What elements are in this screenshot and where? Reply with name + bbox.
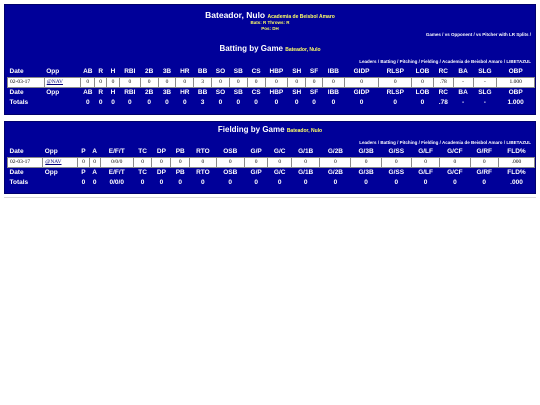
link-fielding[interactable]: Fielding [421, 59, 439, 64]
cell-lob: 0 [412, 77, 434, 87]
col-gp-repeat: G/P [250, 168, 262, 176]
totals-label: Totals [9, 99, 29, 106]
link-pitching[interactable]: Pitching [399, 59, 418, 64]
col-ab-repeat: AB [83, 88, 93, 96]
batting-title-player: Bateador, Nulo [285, 47, 321, 53]
link-fielding[interactable]: Fielding [421, 140, 439, 145]
cell-cs: 0 [247, 77, 265, 87]
col-opp-repeat: Opp [44, 168, 58, 176]
cell-g3b: 0 [351, 157, 381, 167]
col-date: Date [9, 68, 24, 76]
cell-opp-link[interactable]: @NAV [44, 77, 81, 87]
col-grf-repeat: G/RF [476, 168, 492, 176]
cell-dp: 0 [152, 157, 171, 167]
totals-rto: 0 [201, 179, 205, 186]
col-eft-repeat: E/F/T [108, 168, 125, 176]
col-rbi: RBI [124, 68, 136, 76]
col-sh-repeat: SH [292, 88, 302, 96]
link-vs-pitcher[interactable]: vs Pitcher with LR Splits [475, 32, 529, 37]
batting-links: Leaders / Batting / Pitching / Fielding / Academia de Beisbol Amaro / LIBETAZUL [359, 59, 531, 64]
col-rlsp: RLSP [386, 68, 404, 76]
col-g1b: G/1B [298, 148, 314, 156]
cell-bb: 3 [194, 77, 212, 87]
col-3b-repeat: 3B [162, 88, 172, 96]
col-hr: HR [180, 68, 190, 76]
cell-rlsp: 0 [379, 77, 412, 87]
cell-eft: 0/0/0 [100, 157, 133, 167]
batting-header-row [8, 67, 535, 77]
col-tc: TC [138, 148, 147, 156]
col-opp: Opp [44, 148, 58, 156]
col-obp-repeat: OBP [508, 88, 523, 96]
link-batting[interactable]: Batting [380, 140, 396, 145]
col-eft: E/F/T [108, 148, 125, 156]
fielding-repeat-header-row [8, 167, 535, 177]
col-so: SO [215, 68, 226, 76]
totals-rc: .78 [438, 99, 448, 106]
totals-label: Totals [9, 179, 29, 186]
col-slg-repeat: SLG [478, 88, 492, 96]
table-row [8, 77, 535, 87]
cell-tc: 0 [133, 157, 152, 167]
totals-gcf: 0 [453, 179, 457, 186]
col-rto-repeat: RTO [196, 168, 210, 176]
col-g3b-repeat: G/3B [358, 168, 374, 176]
totals-ba: - [462, 99, 465, 106]
cell-fld: .000 [498, 157, 534, 167]
cell-g2b: 0 [320, 157, 351, 167]
totals-sh: 0 [294, 99, 299, 106]
totals-row [8, 97, 535, 108]
totals-rbi: 0 [128, 99, 132, 106]
col-hbp: HBP [269, 68, 284, 76]
col-hbp-repeat: HBP [269, 88, 284, 96]
cell-date: 02-03-17 [8, 77, 45, 87]
col-slg: SLG [478, 68, 492, 76]
cell-ibb: 0 [322, 77, 344, 87]
col-ba-repeat: BA [458, 88, 468, 96]
cell-a: 0 [89, 157, 100, 167]
col-so-repeat: SO [215, 88, 226, 96]
player-nav-links: Games / vs Opponent / vs Pitcher with LR Splits / [425, 32, 531, 37]
col-lob-repeat: LOB [415, 88, 430, 96]
col-r: R [98, 68, 104, 76]
batting-repeat-header-row [8, 87, 535, 97]
totals-g3b: 0 [364, 179, 368, 186]
cell-obp: 1.000 [497, 77, 535, 87]
cell-3b: 0 [158, 77, 176, 87]
col-gc-repeat: G/C [273, 168, 286, 176]
cell-ba: - [453, 77, 473, 87]
player-heading [5, 10, 535, 20]
fielding-table [7, 147, 535, 188]
totals-osb: 0 [228, 179, 233, 186]
cell-gss: 0 [381, 157, 411, 167]
cell-glf: 0 [411, 157, 439, 167]
totals-so: 0 [218, 99, 223, 106]
col-lob: LOB [415, 68, 430, 76]
col-sf: SF [309, 68, 319, 76]
totals-2b: 0 [147, 99, 151, 106]
col-fld: FLD% [507, 148, 526, 156]
totals-sf: 0 [312, 99, 316, 106]
cell-rbi: 0 [119, 77, 140, 87]
player-header [5, 7, 535, 31]
totals-ab: 0 [85, 99, 90, 106]
cell-sh: 0 [288, 77, 306, 87]
col-g2b-repeat: G/2B [327, 168, 343, 176]
col-cs-repeat: CS [251, 88, 261, 96]
col-p-repeat: P [81, 168, 86, 176]
link-team[interactable]: Academia de Beisbol Amaro [441, 59, 503, 64]
totals-p: 0 [81, 179, 86, 186]
totals-hbp: 0 [274, 99, 279, 106]
cell-slg: - [473, 77, 497, 87]
col-rto: RTO [196, 148, 210, 156]
col-gss: G/SS [388, 148, 405, 156]
totals-ibb: 0 [331, 99, 336, 106]
col-osb-repeat: OSB [223, 168, 238, 176]
batting-title [5, 44, 535, 53]
col-grf: G/RF [476, 148, 492, 156]
totals-rlsp: 0 [393, 99, 398, 106]
link-league[interactable]: LIBETAZUL [506, 140, 531, 145]
link-team[interactable]: Academia de Beisbol Amaro [441, 140, 503, 145]
link-leaders[interactable]: Leaders [359, 140, 377, 145]
col-gcf-repeat: G/CF [447, 168, 463, 176]
link-league[interactable]: LIBETAZUL [506, 59, 531, 64]
col-a: A [92, 148, 97, 156]
totals-opp [43, 177, 78, 188]
cell-grf: 0 [470, 157, 498, 167]
cell-g1b: 0 [291, 157, 319, 167]
batting-table [7, 67, 535, 108]
cell-osb: 0 [216, 157, 244, 167]
col-h: H [110, 68, 116, 76]
col-bb: BB [197, 68, 208, 76]
col-glf: G/LF [418, 148, 433, 156]
batting-panel [4, 4, 536, 115]
col-rc: RC [438, 68, 448, 76]
cell-date: 02-03-17 [8, 157, 43, 167]
totals-eft: 0/0/0 [109, 179, 124, 186]
fielding-title [5, 125, 535, 134]
cell-2b: 0 [140, 77, 158, 87]
totals-gp: 0 [254, 179, 258, 186]
cell-sb: 0 [229, 77, 247, 87]
col-ibb: IBB [327, 68, 339, 76]
cell-gidp: 0 [344, 77, 379, 87]
totals-pb: 0 [178, 179, 183, 186]
col-pb-repeat: PB [175, 168, 185, 176]
totals-g1b: 0 [303, 179, 308, 186]
totals-dp: 0 [159, 179, 164, 186]
col-gss-repeat: G/SS [388, 168, 405, 176]
player-name: Bateador, Nulo [205, 10, 266, 20]
cell-rc: .78 [433, 77, 453, 87]
cell-h: 0 [107, 77, 120, 87]
col-gcf: G/CF [447, 148, 463, 156]
col-rbi-repeat: RBI [124, 88, 136, 96]
col-g1b-repeat: G/1B [298, 168, 314, 176]
col-gp: G/P [250, 148, 262, 156]
player-team[interactable]: Academia de Beisbol Amaro [267, 14, 335, 20]
cell-p: 0 [78, 157, 89, 167]
col-opp-repeat: Opp [46, 88, 60, 96]
totals-slg: - [483, 99, 486, 106]
cell-ab: 0 [81, 77, 95, 87]
col-hr-repeat: HR [180, 88, 190, 96]
totals-opp [44, 97, 81, 108]
totals-3b: 0 [165, 99, 169, 106]
col-dp-repeat: DP [156, 168, 166, 176]
col-sh: SH [292, 68, 302, 76]
cell-gc: 0 [268, 157, 292, 167]
totals-gc: 0 [277, 179, 282, 186]
col-ba: BA [458, 68, 468, 76]
table-row [8, 157, 535, 167]
totals-r: 0 [98, 99, 103, 106]
col-date-repeat: Date [9, 168, 24, 176]
col-ibb-repeat: IBB [327, 88, 339, 96]
link-leaders[interactable]: Leaders [359, 59, 377, 64]
totals-lob: 0 [420, 99, 425, 106]
col-gidp: GIDP [353, 68, 370, 76]
col-date-repeat: Date [9, 88, 24, 96]
totals-hr: 0 [182, 99, 187, 106]
cell-pb: 0 [171, 157, 190, 167]
totals-bb: 3 [200, 99, 205, 106]
fielding-links: Leaders / Batting / Pitching / Fielding / Academia de Beisbol Amaro / LIBETAZUL [359, 140, 531, 145]
col-sb: SB [233, 68, 243, 76]
col-fld-repeat: FLD% [507, 168, 526, 176]
col-2b-repeat: 2B [145, 88, 154, 96]
col-ab: AB [83, 68, 93, 76]
totals-obp: 1.000 [507, 99, 524, 106]
col-2b: 2B [145, 68, 154, 76]
col-g2b: G/2B [327, 148, 343, 156]
col-rc-repeat: RC [438, 88, 448, 96]
col-pb: PB [175, 148, 185, 156]
col-p: P [81, 148, 86, 156]
cell-opp-link[interactable]: @NAV [43, 157, 78, 167]
totals-a: 0 [92, 179, 97, 186]
link-games[interactable]: Games [425, 32, 441, 37]
col-h-repeat: H [110, 88, 116, 96]
totals-h: 0 [111, 99, 115, 106]
col-gc: G/C [273, 148, 286, 156]
col-glf-repeat: G/LF [418, 168, 433, 176]
col-opp: Opp [46, 68, 60, 76]
col-date: Date [9, 148, 24, 156]
link-batting[interactable]: Batting [380, 59, 396, 64]
totals-g2b: 0 [333, 179, 338, 186]
col-rlsp-repeat: RLSP [386, 88, 404, 96]
fielding-panel [4, 121, 536, 194]
divider [4, 197, 536, 198]
cell-r: 0 [95, 77, 107, 87]
col-obp: OBP [508, 68, 523, 76]
totals-cs: 0 [254, 99, 258, 106]
col-gidp-repeat: GIDP [353, 88, 370, 96]
totals-gidp: 0 [359, 99, 364, 106]
col-tc-repeat: TC [138, 168, 147, 176]
col-a-repeat: A [92, 168, 97, 176]
totals-gss: 0 [394, 179, 399, 186]
col-g3b: G/3B [358, 148, 374, 156]
player-bats-throws: Bats: R Throws: R [250, 20, 290, 25]
fielding-title-player: Bateador, Nulo [286, 128, 323, 134]
col-dp: DP [156, 148, 166, 156]
link-vs-opponent[interactable]: vs Opponent [444, 32, 473, 37]
totals-row [8, 177, 535, 188]
cell-sf: 0 [306, 77, 323, 87]
col-sb-repeat: SB [233, 88, 243, 96]
totals-tc: 0 [140, 179, 145, 186]
cell-rto: 0 [190, 157, 216, 167]
link-pitching[interactable]: Pitching [399, 140, 418, 145]
col-sf-repeat: SF [309, 88, 319, 96]
fielding-title-text: Fielding by Game [217, 125, 285, 134]
cell-hr: 0 [176, 77, 194, 87]
totals-glf: 0 [423, 179, 428, 186]
player-position: Pos: DH [261, 25, 279, 31]
totals-sb: 0 [236, 99, 241, 106]
cell-so: 0 [212, 77, 230, 87]
fielding-header-row [8, 147, 535, 157]
cell-gp: 0 [244, 157, 268, 167]
col-cs: CS [251, 68, 261, 76]
cell-gcf: 0 [440, 157, 470, 167]
col-3b: 3B [162, 68, 172, 76]
col-bb-repeat: BB [197, 88, 208, 96]
totals-fld: .000 [510, 179, 523, 186]
batting-title-text: Batting by Game [219, 44, 284, 53]
col-r-repeat: R [98, 88, 104, 96]
col-osb: OSB [223, 148, 238, 156]
totals-grf: 0 [482, 179, 487, 186]
cell-hbp: 0 [265, 77, 288, 87]
